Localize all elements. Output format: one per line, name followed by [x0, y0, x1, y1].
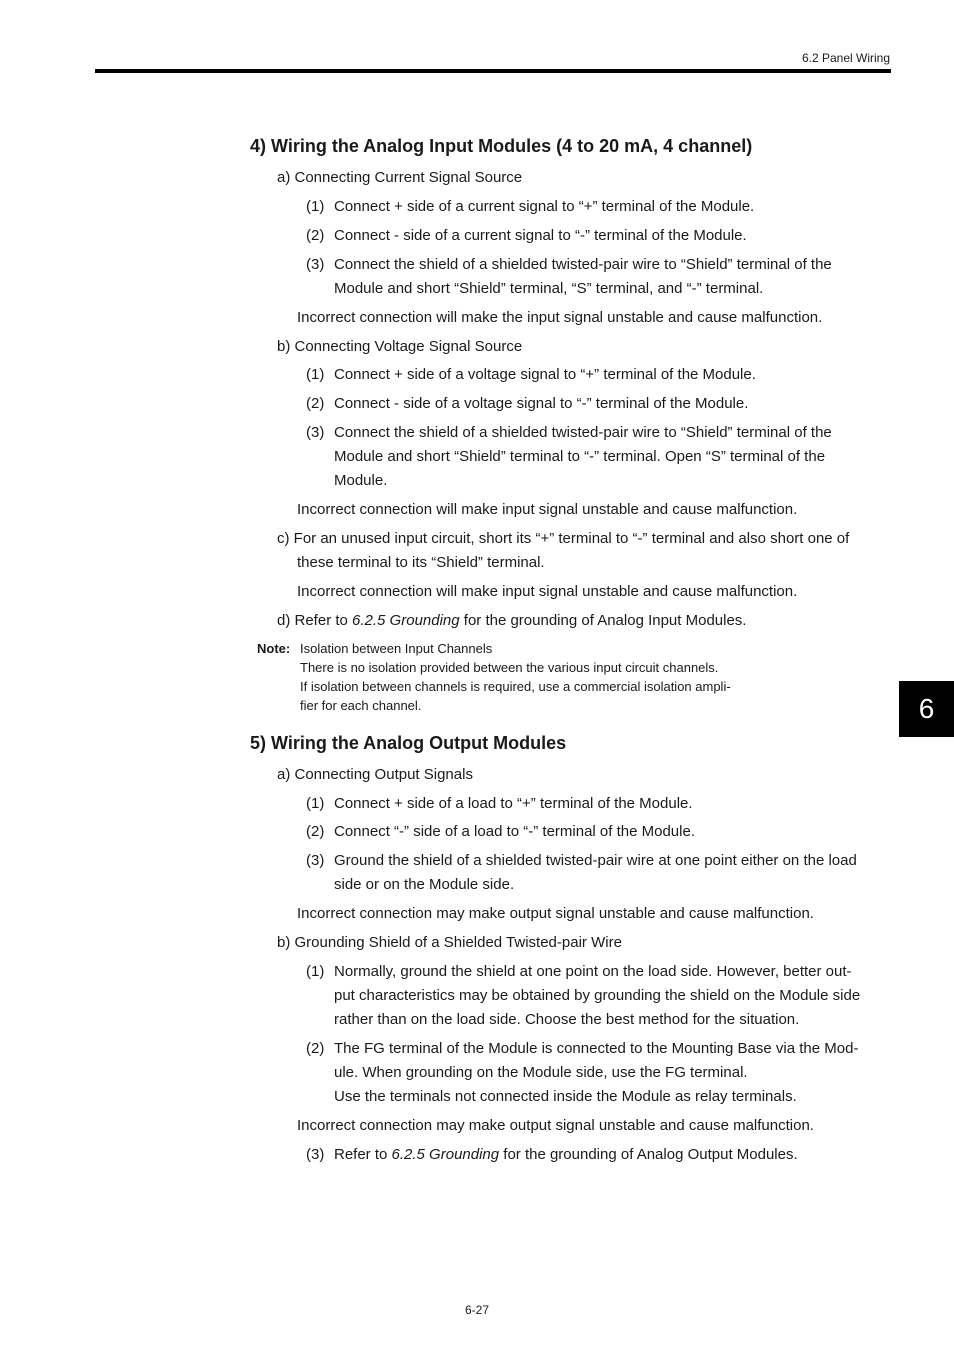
s4-a1-number: (1) — [306, 198, 325, 215]
s5-b2-line1: The FG terminal of the Module is connected to the Mounting Base via the Mod- — [334, 1040, 859, 1057]
s5-a-title: a) Connecting Output Signals — [277, 766, 473, 783]
note-line4: fier for each channel. — [300, 698, 422, 713]
s5-b3-text — [334, 1145, 798, 1165]
s5-a3-line1: Ground the shield of a shielded twisted-pair wire at one point either on the load — [334, 852, 857, 869]
s5-a3-line2: side or on the Module side. — [334, 876, 515, 893]
s4-b3-line3: Module. — [334, 472, 388, 489]
section-4-heading: 4) Wiring the Analog Input Modules (4 to 20 mA, 4 channel) — [250, 136, 753, 156]
s5-b2-line2: ule. When grounding on the Module side, use the FG terminal. — [334, 1064, 748, 1081]
s4-b-title: b) Connecting Voltage Signal Source — [277, 338, 523, 355]
note-line3: If isolation between channels is required, use a commercial isolation ampli- — [300, 679, 731, 694]
s4-d-reference: 6.2.5 Grounding — [352, 612, 460, 629]
s4-b1-number: (1) — [306, 366, 325, 383]
s4-a3-line2: Module and short “Shield” terminal, “S” terminal, and “-” terminal. — [334, 280, 764, 297]
s5-b3-reference: 6.2.5 Grounding — [391, 1146, 500, 1163]
s4-b3-line2: Module and short “Shield” terminal to “-” terminal. Open “S” terminal of the — [334, 448, 826, 465]
s4-a3-number: (3) — [306, 256, 325, 273]
header-rule — [95, 69, 891, 73]
s4-a2-text: Connect - side of a current signal to “-” terminal of the Module. — [334, 227, 747, 244]
s5-b3-post: for the grounding of Analog Output Modules. — [499, 1146, 798, 1163]
note-label: Note: — [257, 641, 291, 656]
s4-a-title: a) Connecting Current Signal Source — [277, 169, 523, 186]
s5-a-warning: Incorrect connection may make output signal unstable and cause malfunction. — [297, 905, 814, 922]
s5-a1-text: Connect + side of a load to “+” terminal of the Module. — [334, 795, 693, 812]
s5-b3-pre: Refer to — [334, 1146, 392, 1163]
s5-b1-line2: put characteristics may be obtained by grounding the shield on the Module side — [334, 987, 861, 1004]
s5-b1-number: (1) — [306, 963, 325, 980]
s5-b3-number: (3) — [306, 1146, 325, 1163]
s5-b1-line1: Normally, ground the shield at one point on the load side. However, better out- — [334, 963, 852, 980]
s5-a3-number: (3) — [306, 852, 325, 869]
s5-b-title: b) Grounding Shield of a Shielded Twisted-pair Wire — [277, 934, 622, 951]
s5-a1-number: (1) — [306, 795, 325, 812]
s5-b-warning: Incorrect connection may make output signal unstable and cause malfunction. — [297, 1117, 814, 1134]
s4-c-line2: these terminal to its “Shield” terminal. — [297, 554, 545, 571]
s4-b1-text: Connect + side of a voltage signal to “+” terminal of the Module. — [334, 366, 756, 383]
s4-b3-line1: Connect the shield of a shielded twisted-pair wire to “Shield” terminal of the — [334, 424, 832, 441]
s4-a2-number: (2) — [306, 227, 325, 244]
chapter-tab: 6 — [899, 681, 954, 737]
running-header: 6.2 Panel Wiring — [801, 51, 890, 65]
s4-b3-number: (3) — [306, 424, 325, 441]
page-number: 6-27 — [464, 1303, 490, 1317]
note-line1: Isolation between Input Channels — [300, 641, 493, 656]
section-5-heading: 5) Wiring the Analog Output Modules — [250, 733, 567, 753]
s4-c-line1: c) For an unused input circuit, short its “+” terminal to “-” terminal and also short one of — [277, 530, 850, 547]
s4-d-text — [277, 611, 746, 631]
s5-b2-number: (2) — [306, 1040, 325, 1057]
s4-d-pre: d) Refer to — [277, 612, 353, 629]
note-line2: There is no isolation provided between the various input circuit channels. — [300, 660, 719, 675]
s4-a-warning: Incorrect connection will make the input signal unstable and cause malfunction. — [297, 309, 823, 326]
s5-a2-number: (2) — [306, 823, 325, 840]
s4-a1-text: Connect + side of a current signal to “+” terminal of the Module. — [334, 198, 755, 215]
s4-b2-number: (2) — [306, 395, 325, 412]
s4-b2-text: Connect - side of a voltage signal to “-” terminal of the Module. — [334, 395, 749, 412]
s4-b-warning: Incorrect connection will make input signal unstable and cause malfunction. — [297, 501, 798, 518]
s5-b2-line3: Use the terminals not connected inside the Module as relay terminals. — [334, 1088, 797, 1105]
s4-c-warning: Incorrect connection will make input signal unstable and cause malfunction. — [297, 583, 798, 600]
s4-a3-line1: Connect the shield of a shielded twisted-pair wire to “Shield” terminal of the — [334, 256, 832, 273]
s5-a2-text: Connect “-” side of a load to “-” terminal of the Module. — [334, 823, 695, 840]
s5-b1-line3: rather than on the load side. Choose the best method for the situation. — [334, 1011, 800, 1028]
s4-d-post: for the grounding of Analog Input Modules. — [459, 612, 747, 629]
